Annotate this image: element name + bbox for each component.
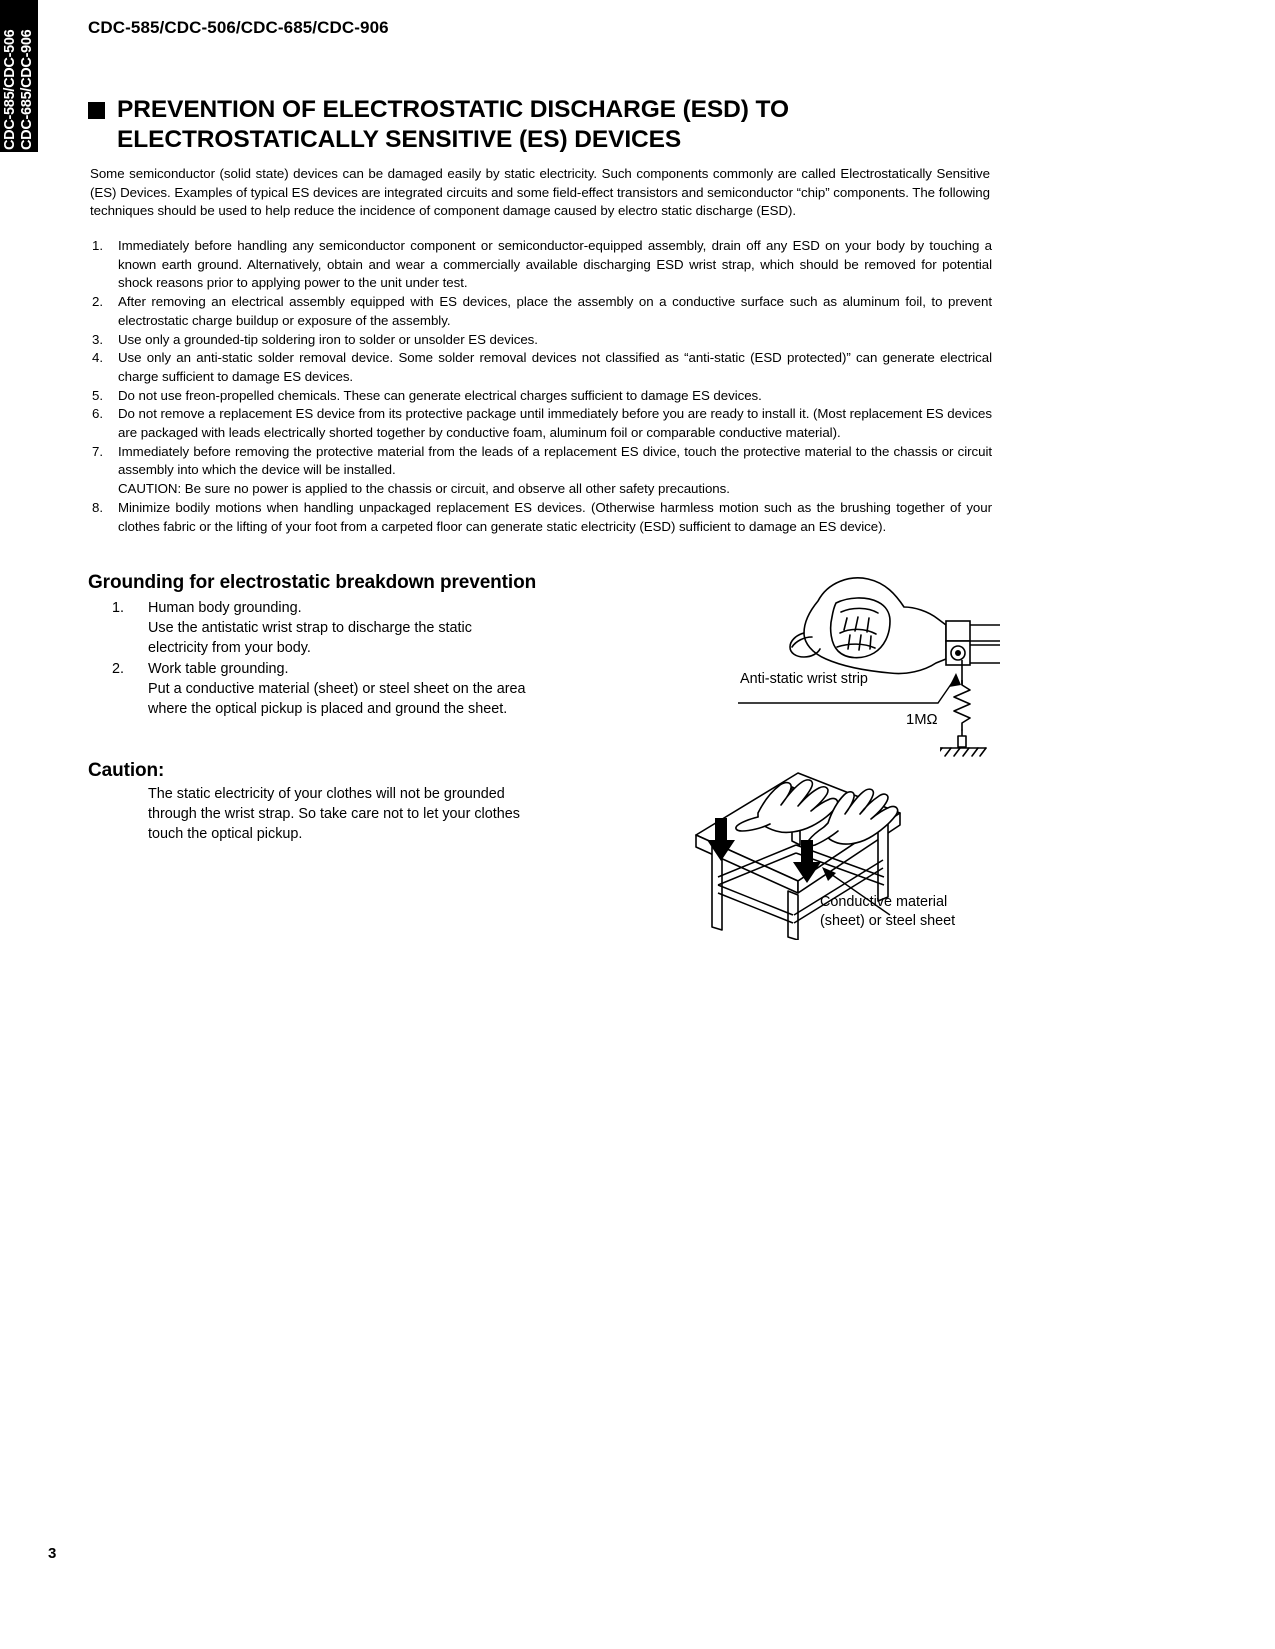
list-item-marker: 1. xyxy=(112,600,125,616)
list-item-text: Immediately before handling any semiconductor component or semiconductor-equipped assembly, drain off any ESD on your body by touching a known earth ground. Alternatively, obtain and wear a commercially available discharging ESD wrist strap, which should be removed for potential shock reasons prior to applying power to the unit under test. xyxy=(118,238,992,291)
list-item-marker: 3. xyxy=(92,331,103,347)
list-item-marker: 1. xyxy=(92,238,103,253)
page-title xyxy=(88,95,988,155)
list-item-text: Do not use freon-propelled chemicals. These can generate electrical charges sufficient to damage ES devices. xyxy=(118,387,762,403)
list-item-line: Human body grounding. xyxy=(148,600,302,616)
caution-section-heading: Caution: xyxy=(88,760,165,781)
side-tab-line-1: CDC-585/CDC-506 xyxy=(2,29,18,150)
grounding-list xyxy=(112,598,632,719)
list-item-line: Use the antistatic wrist strap to discharge the static xyxy=(148,620,472,637)
list-item-line: Work table grounding. xyxy=(148,660,289,677)
conductive-material-label xyxy=(820,893,1010,931)
list-item xyxy=(90,331,992,350)
list-item xyxy=(90,499,992,536)
list-item-marker: 6. xyxy=(92,406,103,422)
list-item-text: After removing an electrical assembly equipped with ES devices, place the assembly on a conductive surface such as aluminum foil, to prevent electrostatic charge buildup or exposure of the assembly. xyxy=(118,294,992,328)
intro-paragraph: Some semiconductor (solid state) devices can be damaged easily by static electricity. Such components commonly are called Electrostatically Sensitive (ES) Devices. Examples of typical ES devices are integrated circuits and some field-effect transistors and semiconductor “chip” components. The following techniques should be used to help reduce the incidence of component damage caused by electro static discharge (ESD). xyxy=(90,166,990,219)
page-number: 3 xyxy=(48,1545,57,1562)
conductive-material-label-line-1: Conductive material xyxy=(820,894,948,910)
list-item-text: Minimize bodily motions when handling unpackaged replacement ES devices. (Otherwise harmless motion such as the brushing together of your clothes fabric or the lifting of your foot from a carpeted floor can generate static electricity (ESD) sufficient to damage an ES device). xyxy=(118,499,992,534)
list-item xyxy=(90,443,992,499)
filled-square-icon xyxy=(88,102,105,119)
list-item-line: where the optical pickup is placed and ground the sheet. xyxy=(148,701,508,718)
list-item-marker: 5. xyxy=(92,387,103,403)
side-tab-line-2: CDC-685/CDC-906 xyxy=(19,29,35,150)
list-item xyxy=(112,659,632,720)
wrist-strip-label: Anti-static wrist strip xyxy=(740,671,868,687)
caution-line: through the wrist strap. So take care not to let your clothes xyxy=(148,806,520,823)
list-item xyxy=(90,349,992,386)
list-item xyxy=(90,293,992,330)
list-item-line: electricity from your body. xyxy=(148,640,311,657)
list-item-caution: CAUTION: Be sure no power is applied to the chassis or circuit, and observe all other safety precautions. xyxy=(118,481,730,497)
list-item xyxy=(112,598,632,659)
list-item-text: Do not remove a replacement ES device from its protective package until immediately before you are ready to install it. (Most replacement ES devices are packaged with leads electrically shorted together by conductive foam, aluminum foil or comparable conductive material). xyxy=(118,406,992,441)
list-item-text: Use only an anti-static solder removal device. Some solder removal devices not classified as “anti-static (ESD protected)” can generate electrical charge sufficient to damage ES devices. xyxy=(118,350,992,384)
list-item xyxy=(90,387,992,406)
list-item-marker: 4. xyxy=(92,350,103,366)
list-item-marker: 8. xyxy=(92,499,103,515)
list-item xyxy=(90,405,992,442)
side-tab xyxy=(0,0,38,152)
grounding-section-heading: Grounding for electrostatic breakdown prevention xyxy=(88,572,537,593)
page-title-text: PREVENTION OF ELECTROSTATIC DISCHARGE (ESD) TO ELECTROSTATICALLY SENSITIVE (ES) DEVICES xyxy=(117,96,789,153)
conductive-material-label-line-2: (sheet) or steel sheet xyxy=(820,913,956,929)
list-item-text: Immediately before removing the protective material from the leads of a replacement ES divice, touch the protective material to the chassis or circuit assembly into which the device will be installed. xyxy=(118,443,992,478)
list-item-marker: 7. xyxy=(92,443,103,459)
caution-line: The static electricity of your clothes will not be grounded xyxy=(148,786,505,802)
caution-section-body xyxy=(148,784,608,845)
list-item-text: Use only a grounded-tip soldering iron to solder or unsolder ES devices. xyxy=(118,331,538,347)
esd-precautions-list xyxy=(90,237,992,536)
list-item-line: Put a conductive material (sheet) or steel sheet on the area xyxy=(148,680,526,697)
list-item xyxy=(90,237,992,293)
caution-line: touch the optical pickup. xyxy=(148,826,303,843)
list-item-marker: 2. xyxy=(112,660,125,677)
resistor-value-label: 1MΩ xyxy=(906,712,938,728)
page-header-models: CDC-585/CDC-506/CDC-685/CDC-906 xyxy=(88,18,389,37)
list-item-marker: 2. xyxy=(92,294,103,310)
